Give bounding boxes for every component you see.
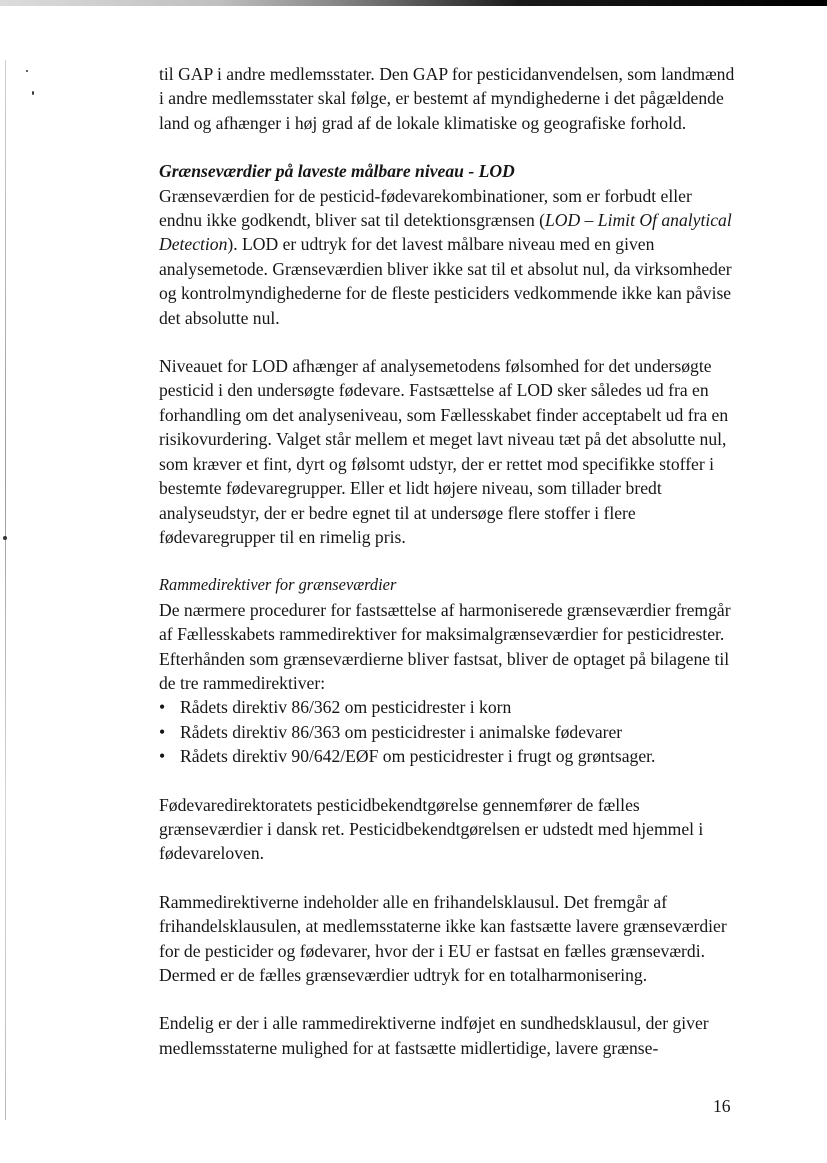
list-item — [159, 720, 737, 744]
scan-speck — [3, 536, 7, 540]
paragraph-text: Grænseværdien for de pesticid-fødevarekombinationer, som er forbudt eller endnu ikke godkendt, bliver sat til detektionsgrænsen ( — [159, 185, 692, 231]
list-item — [159, 744, 737, 768]
paragraph-text: ). LOD er udtryk for det lavest målbare niveau med en given analysemetode. Grænseværdien bliver ikke sat til et absolut nul, da virksomheder og kontrolmyndighederne for de fleste pesticiders vedkommende ikke kan påvise det absolutte nul. — [159, 234, 732, 328]
scan-left-edge — [5, 60, 6, 1120]
section-heading-lod: Grænseværdier på laveste målbare niveau - LOD — [159, 161, 515, 182]
bullet-icon: • — [159, 697, 166, 718]
scan-speck — [32, 91, 34, 95]
page-number: 16 — [713, 1096, 731, 1116]
body-paragraph: Fødevaredirektoratets pesticidbekendtgørelse gennemfører de fælles grænseværdier i dansk ret. Pesticidbekendtgørelsen er udstedt med hjemmel i fødevareloven. — [159, 794, 704, 864]
paragraph-italic-term: LOD – Limit Of analytical Detection — [159, 210, 732, 255]
list-item-text: Rådets direktiv 86/362 om pesticidrester i korn — [180, 697, 512, 718]
list-item-text: Rådets direktiv 90/642/EØF om pesticidrester i frugt og grøntsager. — [180, 746, 656, 767]
body-paragraph: til GAP i andre medlemsstater. Den GAP for pesticidanvendelsen, som landmænd i andre medlemsstater skal følge, er bestemt af myndighederne i det pågældende land og afhænger i høj grad af de lokale klimatiske og geografiske forhold. — [159, 64, 735, 133]
body-paragraph: Rammedirektiverne indeholder alle en frihandelsklausul. Det fremgår af frihandelsklausulen, at medlemsstaterne ikke kan fastsætte lavere grænseværdier for de pesticider og fødevarer, hvor der i EU er fastsat en fælles grænseværdi. Dermed er de fælles grænseværdier udtryk for en totalharmonisering. — [159, 891, 727, 985]
bullet-icon: • — [159, 721, 166, 742]
body-paragraph: Endelig er der i alle rammedirektiverne indføjet en sundhedsklausul, der giver medlemsstaterne mulighed for at fastsætte midlertidige, lavere grænse- — [159, 1013, 709, 1058]
body-paragraph: De nærmere procedurer for fastsættelse af harmoniserede grænseværdier fremgår af Fællesskabets rammedirektiver for maksimalgrænseværdier for pesticidrester. Efterhånden som grænseværdierne bliver fastsat, bliver de optaget på bilagene til de tre rammedirektiver: — [159, 599, 731, 693]
document-body — [159, 62, 737, 1060]
directive-list — [159, 695, 737, 768]
scan-speck — [26, 70, 28, 72]
list-item-text: Rådets direktiv 86/363 om pesticidrester i animalske fødevarer — [180, 721, 623, 742]
list-item — [159, 695, 737, 719]
body-paragraph — [159, 184, 737, 330]
scan-top-border — [0, 0, 827, 6]
bullet-icon: • — [159, 746, 166, 767]
section-heading-rammedirektiver: Rammedirektiver for grænseværdier — [159, 575, 397, 595]
body-paragraph: Niveauet for LOD afhænger af analysemetodens følsomhed for det undersøgte pesticid i den undersøgte fødevare. Fastsættelse af LOD sker således ud fra en forhandling om det analyseniveau, som Fællesskabet finder acceptabelt ud fra en risikovurdering. Valget står mellem et meget lavt niveau tæt på det absolutte nul, som kræver et fint, dyrt og følsomt udstyr, der er rettet mod specifikke stoffer i bestemte fødevaregrupper. Eller et lidt højere niveau, som tillader bredt analyseudstyr, der er bedre egnet til at undersøge flere stoffer i flere fødevaregrupper til en rimelig pris. — [159, 356, 729, 547]
